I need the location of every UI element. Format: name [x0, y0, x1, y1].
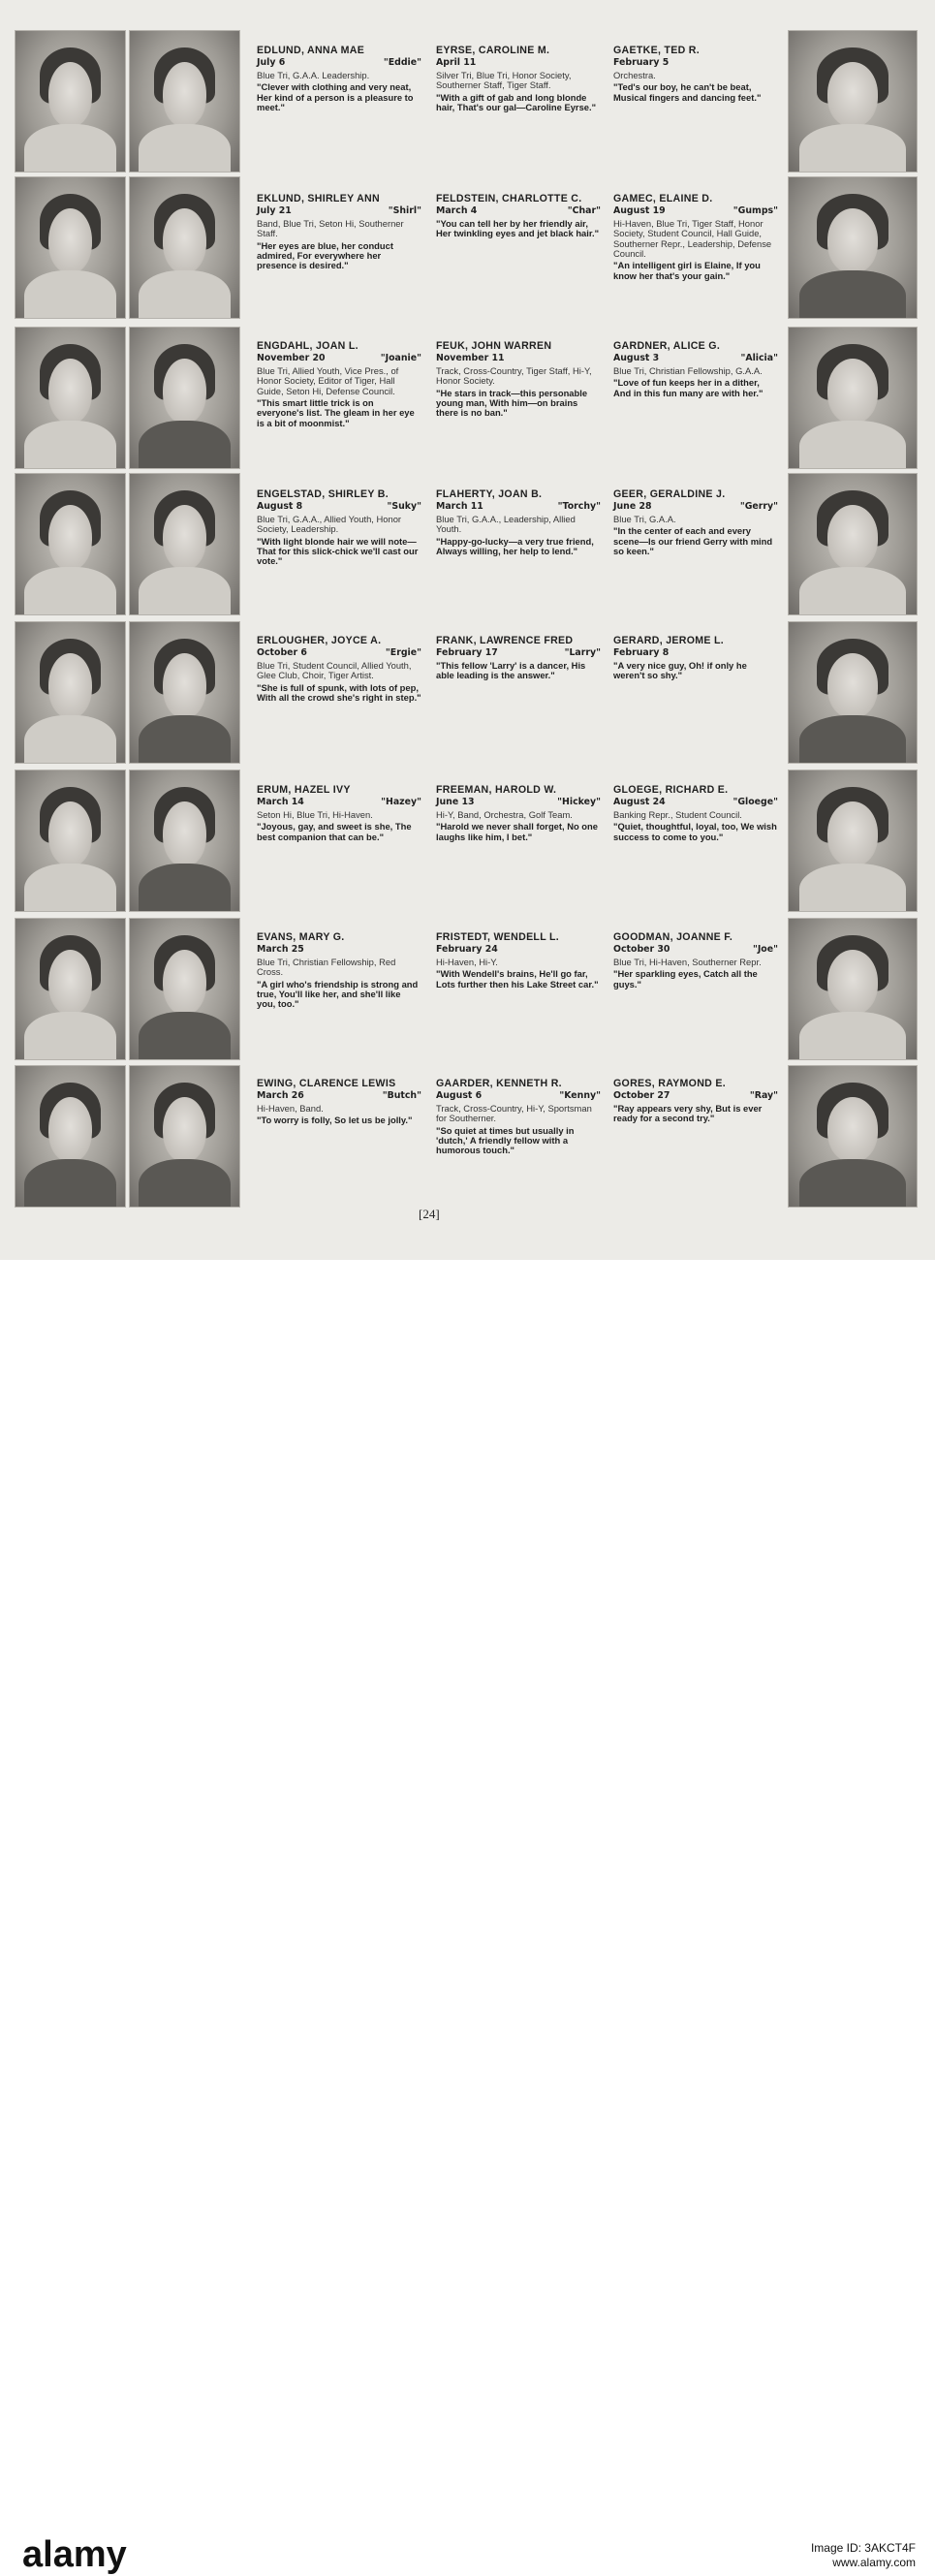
nickname: "Suky" — [387, 501, 421, 513]
activities: Blue Tri, Hi-Haven, Southerner Repr. — [613, 956, 762, 967]
student-name: FELDSTEIN, CHARLOTTE C. — [436, 193, 582, 204]
page-number: [24] — [419, 1207, 440, 1221]
student-entry — [257, 1079, 421, 1126]
portrait-photo — [16, 474, 125, 614]
nickname: "Gloege" — [732, 797, 778, 808]
student-entry — [613, 194, 778, 281]
student-name: GERARD, JEROME L. — [613, 635, 724, 646]
stock-footer — [0, 1260, 935, 2575]
quote: "Happy-go-lucky—a very true friend, Always willing, her help to lend." — [436, 535, 594, 557]
student-entry — [613, 489, 778, 556]
birthday: February 17 — [436, 647, 498, 659]
activities: Hi-Haven, Hi-Y. — [436, 956, 498, 967]
student-name: GAMEC, ELAINE D. — [613, 193, 713, 204]
birthday: August 3 — [613, 353, 660, 364]
nickname: "Hazey" — [381, 797, 421, 808]
quote: "This smart little trick is on everyone's list. The gleam in her eye is a bit of moonmist." — [257, 397, 415, 428]
portrait-photo — [130, 31, 239, 172]
birthday: October 30 — [613, 944, 670, 956]
student-entry — [436, 489, 601, 556]
student-name: EWING, CLARENCE LEWIS — [257, 1078, 396, 1089]
student-name: FREEMAN, HAROLD W. — [436, 784, 557, 796]
birthday: October 6 — [257, 647, 307, 659]
yearbook-page — [0, 0, 935, 1260]
student-entry — [436, 46, 601, 112]
quote: "You can tell her by her friendly air, Her twinkling eyes and jet black hair." — [436, 217, 600, 239]
student-name: ENGELSTAD, SHIRLEY B. — [257, 488, 389, 500]
student-name: EKLUND, SHIRLEY ANN — [257, 193, 380, 204]
activities: Blue Tri, Christian Fellowship, Red Cross. — [257, 956, 396, 978]
student-name: FLAHERTY, JOAN B. — [436, 488, 543, 500]
quote: "A very nice guy, Oh! if only he weren't so shy." — [613, 659, 747, 681]
student-entry — [257, 489, 421, 567]
student-name: FRISTEDT, WENDELL L. — [436, 931, 560, 943]
quote: "In the center of each and every scene—Is our friend Gerry with mind so keen." — [613, 525, 773, 557]
nickname: "Torchy" — [557, 501, 601, 513]
activities: Blue Tri, G.A.A., Allied Youth, Honor Society, Leadership. — [257, 513, 402, 535]
nickname: "Ray" — [749, 1090, 778, 1102]
student-entry — [257, 46, 421, 112]
nickname: "Shirl" — [388, 205, 421, 217]
portrait-photo — [789, 474, 917, 614]
activities: Hi-Haven, Blue Tri, Tiger Staff, Honor Society, Student Council, Hall Guide, Southerner Repr., Leadership, Defense Council. — [613, 217, 772, 260]
portrait-photo — [16, 770, 125, 911]
portrait-photo — [789, 328, 917, 468]
quote: "Joyous, gay, and sweet is she, The best companion that can be." — [257, 821, 412, 842]
site-url: www.alamy.com — [832, 2556, 916, 2569]
student-entry — [436, 932, 601, 990]
portrait-photo — [16, 328, 125, 468]
quote: "Love of fun keeps her in a dither, And in this fun many are with her." — [613, 377, 764, 398]
student-entry — [436, 341, 601, 419]
nickname: "Butch" — [382, 1090, 421, 1102]
birthday: July 6 — [257, 57, 286, 69]
portrait-photo — [789, 770, 917, 911]
birthday: August 8 — [257, 501, 303, 513]
student-entry — [613, 636, 778, 681]
quote: "She is full of spunk, with lots of pep, With all the crowd she's right in step." — [257, 681, 421, 704]
portrait-photo — [789, 622, 917, 763]
student-name: EDLUND, ANNA MAE — [257, 45, 365, 56]
birthday: June 13 — [436, 797, 475, 808]
student-entry — [613, 46, 778, 103]
birthday: February 5 — [613, 57, 670, 69]
quote: "Clever with clothing and very neat, Her kind of a person is a pleasure to meet." — [257, 81, 414, 113]
quote: "A girl who's friendship is strong and true, You'll like her, and she'll like you, too." — [257, 978, 419, 1010]
portrait-photo — [130, 622, 239, 763]
activities: Blue Tri, G.A.A. Leadership. — [257, 69, 370, 80]
quote: "With light blonde hair we will note—That for this slick-chick we'll cast our vote." — [257, 535, 419, 567]
activities: Blue Tri, Christian Fellowship, G.A.A. — [613, 364, 763, 376]
student-entry — [257, 636, 421, 703]
student-entry — [436, 785, 601, 842]
quote: "Ted's our boy, he can't be beat, Musical fingers and dancing feet." — [613, 81, 762, 103]
activities: Orchestra. — [613, 69, 656, 80]
activities: Blue Tri, Student Council, Allied Youth, Glee Club, Choir, Tiger Artist. — [257, 659, 412, 681]
activities: Banking Repr., Student Council. — [613, 808, 742, 820]
student-name: FRANK, LAWRENCE FRED — [436, 635, 574, 646]
portrait-photo — [16, 1066, 125, 1207]
nickname: "Joe" — [752, 944, 778, 956]
student-entry — [613, 785, 778, 842]
portrait-photo — [789, 919, 917, 1059]
student-name: GOODMAN, JOANNE F. — [613, 931, 733, 943]
nickname: "Alicia" — [740, 353, 778, 364]
portrait-photo — [16, 919, 125, 1059]
student-name: GAETKE, TED R. — [613, 45, 700, 56]
birthday: November 20 — [257, 353, 326, 364]
activities: Hi-Y, Band, Orchestra, Golf Team. — [436, 808, 573, 820]
student-name: GAARDER, KENNETH R. — [436, 1078, 562, 1089]
portrait-photo — [130, 770, 239, 911]
student-entry — [257, 341, 421, 428]
portrait-photo — [130, 474, 239, 614]
quote: "To worry is folly, So let us be jolly." — [257, 1115, 413, 1126]
activities: Blue Tri, G.A.A. — [613, 513, 676, 524]
birthday: March 25 — [257, 944, 304, 956]
portrait-photo — [16, 177, 125, 318]
birthday: February 8 — [613, 647, 670, 659]
quote: "So quiet at times but usually in 'dutch,' A friendly fellow with a humorous touch." — [436, 1124, 575, 1156]
birthday: March 11 — [436, 501, 483, 513]
nickname: "Larry" — [564, 647, 601, 659]
portrait-photo — [789, 177, 917, 318]
activities: Silver Tri, Blue Tri, Honor Society, Southerner Staff, Tiger Staff. — [436, 69, 572, 91]
student-entry — [613, 1079, 778, 1124]
quote: "This fellow 'Larry' is a dancer, His able leading is the answer." — [436, 659, 586, 681]
quote: "With a gift of gab and long blonde hair, That's our gal—Caroline Eyrse." — [436, 91, 597, 113]
birthday: June 28 — [613, 501, 652, 513]
portrait-photo — [130, 177, 239, 318]
activities: Seton Hi, Blue Tri, Hi-Haven. — [257, 808, 373, 820]
student-name: ERUM, HAZEL IVY — [257, 784, 351, 796]
quote: "Ray appears very shy, But is ever ready for a second try." — [613, 1102, 763, 1124]
student-name: GARDNER, ALICE G. — [613, 340, 721, 352]
nickname: "Ergie" — [385, 647, 421, 659]
nickname: "Hickey" — [557, 797, 601, 808]
birthday: March 14 — [257, 797, 304, 808]
quote: "He stars in track—this personable young man, With him—on brains there is no ban." — [436, 387, 588, 419]
student-entry — [613, 932, 778, 990]
activities: Blue Tri, G.A.A., Leadership, Allied Youth. — [436, 513, 576, 535]
student-entry — [257, 785, 421, 842]
portrait-photo — [16, 31, 125, 172]
student-name: EYRSE, CAROLINE M. — [436, 45, 550, 56]
activities: Band, Blue Tri, Seton Hi, Southerner Staff. — [257, 217, 404, 239]
nickname: "Char" — [567, 205, 601, 217]
student-entry — [436, 636, 601, 681]
quote: "Quiet, thoughtful, loyal, too, We wish success to come to you." — [613, 821, 777, 842]
student-name: GORES, RAYMOND E. — [613, 1078, 726, 1089]
quote: "Her eyes are blue, her conduct admired, For everywhere her presence is desired." — [257, 239, 393, 271]
image-id-block — [811, 2541, 916, 2570]
portrait-photo — [16, 622, 125, 763]
birthday: August 19 — [613, 205, 666, 217]
nickname: "Kenny" — [559, 1090, 601, 1102]
quote: "With Wendell's brains, He'll go far, Lots further then his Lake Street car." — [436, 968, 599, 990]
nickname: "Gumps" — [732, 205, 778, 217]
quote: "Harold we never shall forget, No one laughs like him, I bet." — [436, 821, 598, 842]
birthday: October 27 — [613, 1090, 670, 1102]
student-entry — [436, 1079, 601, 1156]
birthday: February 24 — [436, 944, 498, 956]
image-id: Image ID: 3AKCT4F — [810, 2541, 916, 2555]
quote: "Her sparkling eyes, Catch all the guys." — [613, 968, 758, 990]
activities: Hi-Haven, Band. — [257, 1102, 324, 1114]
birthday: November 11 — [436, 353, 505, 364]
nickname: "Joanie" — [380, 353, 421, 364]
quote: "An intelligent girl is Elaine, If you know her that's your gain." — [613, 260, 761, 281]
student-name: ERLOUGHER, JOYCE A. — [257, 635, 382, 646]
student-name: GLOEGE, RICHARD E. — [613, 784, 729, 796]
nickname: "Gerry" — [739, 501, 778, 513]
birthday: August 6 — [436, 1090, 483, 1102]
student-name: EVANS, MARY G. — [257, 931, 345, 943]
birthday: March 26 — [257, 1090, 304, 1102]
student-name: FEUK, JOHN WARREN — [436, 340, 552, 352]
birthday: March 4 — [436, 205, 478, 217]
birthday: July 21 — [257, 205, 292, 217]
birthday: August 24 — [613, 797, 666, 808]
activities: Blue Tri, Allied Youth, Vice Pres., of Honor Society, Editor of Tiger, Hall Guide, Seton Hi, Defense Council. — [257, 364, 399, 396]
student-entry — [613, 341, 778, 398]
student-entry — [257, 194, 421, 271]
student-entry — [257, 932, 421, 1010]
birthday: April 11 — [436, 57, 477, 69]
student-name: ENGDAHL, JOAN L. — [257, 340, 358, 352]
student-entry — [436, 194, 601, 239]
portrait-photo — [130, 919, 239, 1059]
portrait-photo — [789, 1066, 917, 1207]
watermark-logo: alamy — [22, 2534, 127, 2575]
portrait-photo — [130, 1066, 239, 1207]
student-name: GEER, GERALDINE J. — [613, 488, 726, 500]
portrait-photo — [130, 328, 239, 468]
activities: Track, Cross-Country, Tiger Staff, Hi-Y, Honor Society. — [436, 364, 592, 387]
portrait-photo — [789, 31, 917, 172]
activities: Track, Cross-Country, Hi-Y, Sportsman for Southerner. — [436, 1102, 592, 1124]
nickname: "Eddie" — [383, 57, 421, 69]
